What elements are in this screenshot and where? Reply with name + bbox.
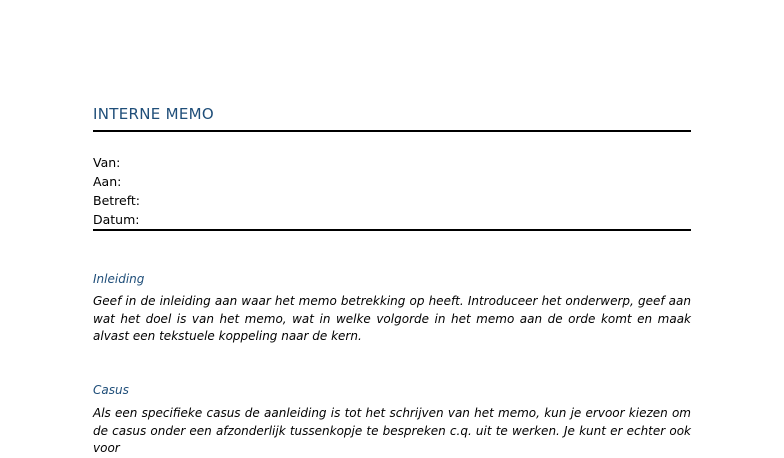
header-rule-top [93,130,691,132]
section-heading-inleiding: Inleiding [93,272,145,286]
section-body-inleiding: Geef in de inleiding aan waar het memo betrekking op heeft. Introduceer het onderwerp, geef aan wat het doel is van het memo, wat in welke volgorde in het memo aan de orde komt en maak alvast een tekstuele koppeling naar de kern. [93,294,691,343]
field-from: Van: [93,155,121,170]
field-subject: Betreft: [93,193,141,208]
field-to: Aan: [93,174,122,189]
section-body-casus: Als een specifieke casus de aanleiding is tot het schrijven van het memo, kun je ervoor kiezen om de casus onder een afzonderlijk tussenkopje te bespreken c.q. uit te werken. Je kunt er echter ook voor [93,406,691,455]
field-date: Datum: [93,212,140,227]
memo-title: INTERNE MEMO [93,105,214,123]
section-heading-casus: Casus [93,383,129,397]
memo-fields [93,153,140,229]
header-rule-bottom [93,229,691,231]
